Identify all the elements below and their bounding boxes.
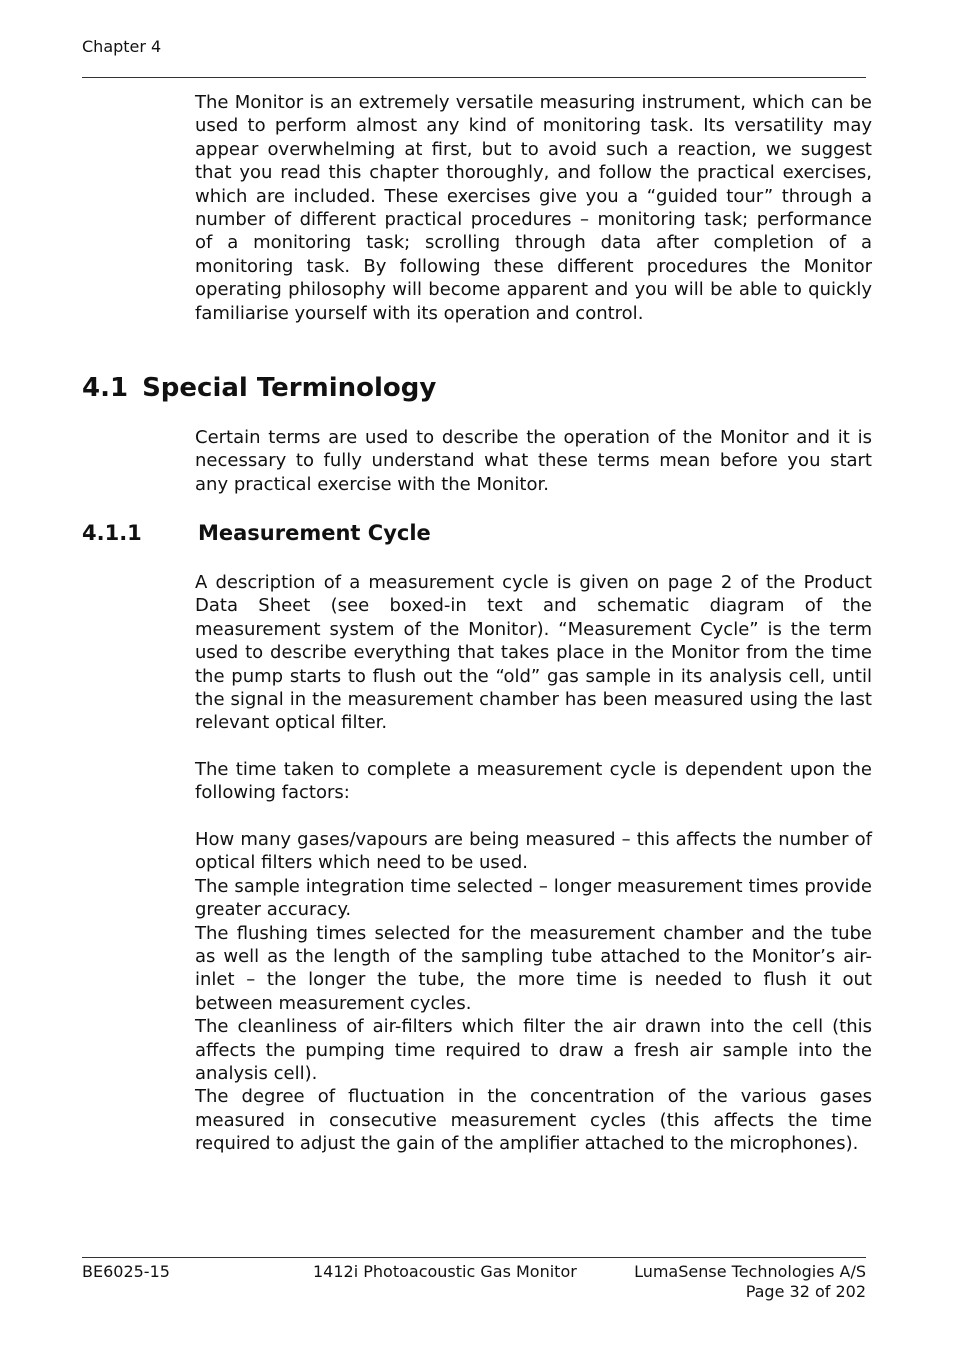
intro-paragraph: The Monitor is an extremely versatile measuring instrument, which can be used to perform almost any kind of monitoring task. Its versatility may appear overwhelming at first, but to avoid such a reaction, we suggest that you read this chapter thoroughly, and follow the practical exercises, which are included. These exercises give you a “guided tour” through a number of different practical procedures – monitoring task; performance of a monitoring task; scrolling through data after completion of a monitoring task. By following these different procedures the Monitor operating philosophy will become apparent and you will be able to quickly familiarise yourself with its operation and control.: [195, 92, 872, 324]
section-paragraph: Certain terms are used to describe the operation of the Monitor and it is necessary to fully understand what these terms mean before you start any practical exercise with the Monitor.: [195, 427, 872, 495]
subsection-number: 4.1.1: [82, 521, 142, 545]
section-heading: [82, 371, 436, 405]
footer-doc-id: BE6025-15: [82, 1262, 170, 1281]
factor-item: The degree of fluctuation in the concentration of the various gases measured in consecutive measurement cycles (this affects the time required to adjust the gain of the amplifier attached to the microphones).: [195, 1086, 872, 1155]
footer-company-block: [634, 1262, 866, 1302]
subsection-title: Measurement Cycle: [198, 521, 431, 545]
subsection-heading: [82, 519, 431, 547]
factor-item: The sample integration time selected – longer measurement times provide greater accuracy.: [195, 875, 872, 921]
factor-item: How many gases/vapours are being measured – this affects the number of optical filters which need to be used.: [195, 829, 872, 874]
footer-rule: [82, 1257, 866, 1258]
factor-item: The flushing times selected for the measurement chamber and the tube as well as the length of the sampling tube attached to the Monitor’s air-inlet – the longer the tube, the more time is needed to flush it out between measurement cycles.: [195, 922, 872, 1014]
factor-item: The cleanliness of air-filters which filter the air drawn into the cell (this affects the pumping time required to draw a fresh air sample into the analysis cell).: [195, 1016, 872, 1085]
footer-page-number: Page 32 of 202: [745, 1282, 866, 1301]
section-number: 4.1: [82, 373, 129, 403]
chapter-label: Chapter 4: [82, 37, 162, 56]
factors-intro-paragraph: The time taken to complete a measurement cycle is dependent upon the following factors:: [195, 759, 872, 804]
footer-company: LumaSense Technologies A/S: [634, 1262, 866, 1281]
section-title: Special Terminology: [142, 373, 437, 403]
measurement-cycle-paragraph: A description of a measurement cycle is given on page 2 of the Product Data Sheet (see boxed-in text and schematic diagram of the measurement system of the Monitor). “Measurement Cycle” is the term used to describe everything that takes place in the Monitor from the time the pump starts to flush out the “old” gas sample in its analysis cell, until the signal in the measurement chamber has been measured using the last relevant optical filter.: [195, 572, 872, 734]
footer-product: 1412i Photoacoustic Gas Monitor: [313, 1262, 577, 1281]
header-rule: [82, 77, 866, 78]
factor-list: [195, 828, 872, 1156]
